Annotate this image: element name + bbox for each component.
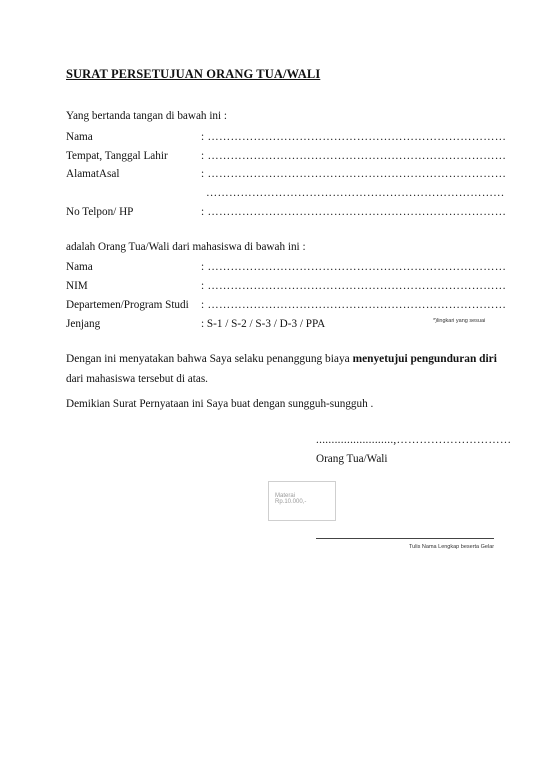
parent-birth-label: Tempat, Tanggal Lahir xyxy=(66,150,168,162)
stamp-duty-box xyxy=(268,481,336,521)
document-title: SURAT PERSETUJUAN ORANG TUA/WALI xyxy=(66,67,321,81)
statement-line-2: dari mahasiswa tersebut di atas. xyxy=(66,373,208,385)
stamp-amount: Rp.10.000,- xyxy=(275,499,307,505)
level-note: *)lingkari yang sesuai xyxy=(433,318,486,324)
parent-name-field: : …………………………………………………………………… xyxy=(201,131,507,143)
parent-name-label: Nama xyxy=(66,131,93,143)
name-caption: Tulis Nama Lengkap beserta Gelar xyxy=(409,544,495,550)
intro-text: Yang bertanda tangan di bawah ini : xyxy=(66,110,228,122)
student-name-field: : …………………………………………………………………… xyxy=(201,261,507,273)
statement-line-1 xyxy=(66,353,497,365)
parent-phone-field: : …………………………………………………………………… xyxy=(201,206,507,218)
parent-address-label: AlamatAsal xyxy=(66,168,120,180)
parent-phone-label: No Telpon/ HP xyxy=(66,206,134,218)
stamp-label: Materai xyxy=(275,493,296,499)
signature-line xyxy=(316,538,494,539)
closing-text: Demikian Surat Pernyataan ini Saya buat dengan sungguh-sungguh . xyxy=(66,398,374,410)
student-level-label: Jenjang xyxy=(66,318,101,330)
student-nim-field: : …………………………………………………………………… xyxy=(201,280,507,292)
student-level-options: : S-1 / S-2 / S-3 / D-3 / PPA xyxy=(201,318,326,330)
student-department-label: Departemen/Program Studi xyxy=(66,299,189,311)
statement-emphasis: menyetujui pengunduran diri xyxy=(352,353,497,365)
parent-address-field: : …………………………………………………………………… xyxy=(201,168,507,180)
parent-birth-field: : …………………………………………………………………… xyxy=(201,150,507,162)
parent-address-field-2: …………………………………………………………………… xyxy=(206,187,505,199)
student-intro-text: adalah Orang Tua/Wali dari mahasiswa di bawah ini : xyxy=(66,241,306,253)
student-name-label: Nama xyxy=(66,261,93,273)
student-nim-label: NIM xyxy=(66,280,88,292)
student-department-field: : …………………………………………………………………… xyxy=(201,299,507,311)
statement-text: Dengan ini menyatakan bahwa Saya selaku penanggung biaya xyxy=(66,353,353,365)
place-date-field: .........................,………………………… xyxy=(316,434,512,446)
signatory-role: Orang Tua/Wali xyxy=(316,453,388,465)
